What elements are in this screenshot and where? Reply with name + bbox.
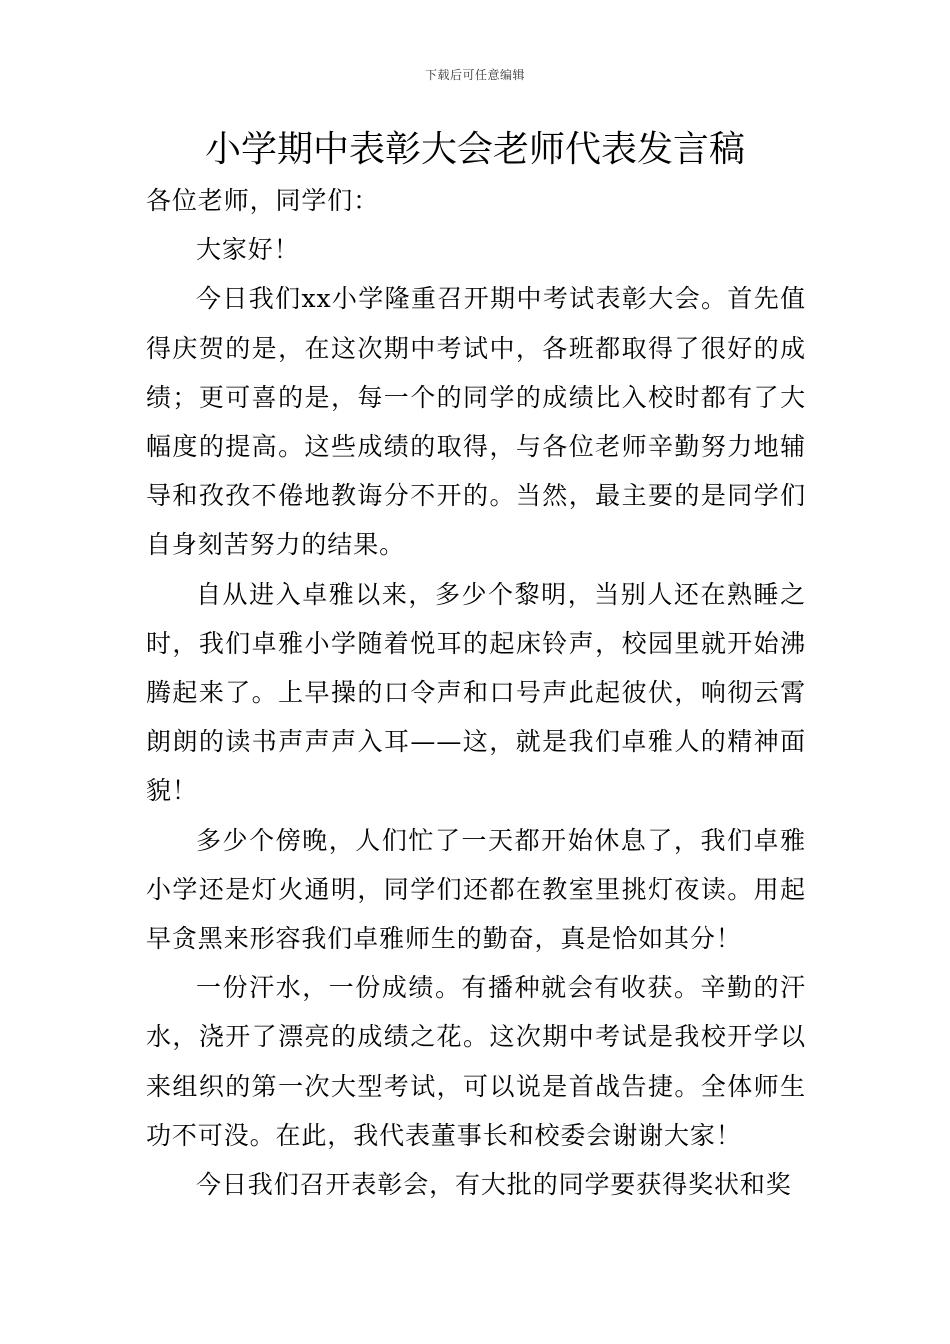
paragraph-5: 今日我们召开表彰会，有大批的同学要获得奖状和奖 — [196, 1170, 792, 1200]
paragraph-3: 多少个傍晚，人们忙了一天都开始休息了，我们卓雅小学还是灯火通明，同学们还都在教室里挑灯夜读。用起早贪黑来形容我们卓雅师生的勤奋，真是恰如其分！ — [146, 825, 806, 954]
page-title: 小学期中表彰大会老师代表发言稿 — [204, 129, 745, 170]
paragraph-greeting: 大家好！ — [196, 235, 300, 265]
paragraph-1: 今日我们xx小学隆重召开期中考试表彰大会。首先值得庆贺的是，在这次期中考试中，各班都取得了很好的成绩；更可喜的是，每一个的同学的成绩比入校时都有了大幅度的提高。这些成绩的取得，与各位老师辛勤努力地辅导和孜孜不倦地教诲分不开的。当然，最主要的是同学们自身刻苦努力的结果。 — [146, 284, 806, 560]
header-note: 下载后可任意编辑 — [424, 68, 525, 82]
paragraph-2: 自从进入卓雅以来，多少个黎明，当别人还在熟睡之时，我们卓雅小学随着悦耳的起床铃声，校园里就开始沸腾起来了。上早操的口令声和口号声此起彼伏，响彻云霄朗朗的读书声声声入耳——这，就是我们卓雅人的精神面貌！ — [146, 579, 806, 806]
salutation: 各位老师，同学们： — [146, 186, 380, 215]
paragraph-4: 一份汗水，一份成绩。有播种就会有收获。辛勤的汗水，浇开了漂亮的成绩之花。这次期中考试是我校开学以来组织的第一次大型考试，可以说是首战告捷。全体师生功不可没。在此，我代表董事长和校委会谢谢大家！ — [146, 973, 806, 1150]
document-body — [146, 176, 806, 1209]
